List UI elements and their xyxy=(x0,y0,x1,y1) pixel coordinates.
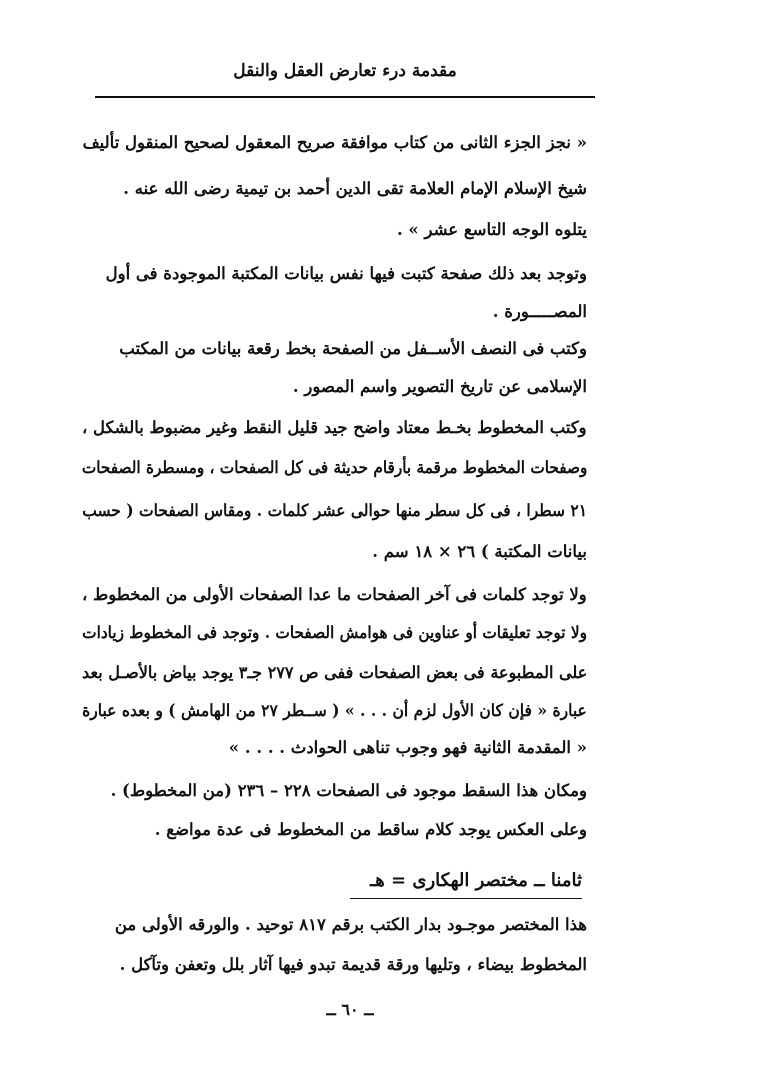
text-line: « المقدمة الثانية فهو وجوب تناهى الحوادث . . . . » xyxy=(228,738,587,757)
section-heading: ثامنا ــ مختصر الهكارى = هـ xyxy=(369,870,582,891)
text-line: وصفحات المخطوط مرقمة بأرقام حديثة فى كل الصفحات ، ومسطرة الصفحات xyxy=(81,458,587,477)
running-head: مقدمة درء تعارض العقل والنقل xyxy=(233,61,457,81)
text-line: عبارة « فإن كان الأول لزم أن . . . » ( ســطر ٢٧ من الهامش ) و بعده عبارة xyxy=(82,701,587,720)
text-line: « نجز الجزء الثانى من كتاب موافقة صريح المعقول لصحيح المنقول تأليف xyxy=(82,133,587,152)
section-heading-underline xyxy=(350,898,582,899)
text-line: وكتب فى النصف الأســفل من الصفحة بخط رقعة بيانات من المكتب xyxy=(119,339,587,358)
text-line: الإسلامى عن تاريخ التصوير واسم المصور . xyxy=(292,377,587,396)
text-line: على المطبوعة فى بعض الصفحات ففى ص ٢٧٧ جـ٣ يوجد بياض بالأصـل بعد xyxy=(81,663,587,682)
text-line: المخطوط بيضاء ، وتليها ورقة قديمة تبدو فيها آثار بلل وتعفن وتآكل . xyxy=(119,955,587,974)
text-line: المصـــــورة . xyxy=(492,302,587,321)
text-line: شيخ الإسلام الإمام العلامة تقى الدين أحمد بن تيمية رضى الله عنه . xyxy=(123,179,587,198)
text-line: ومكان هذا السقط موجود فى الصفحات ٢٢٨ – ٢٣٦ (من المخطوط) . xyxy=(110,781,587,800)
text-line: وتوجد بعد ذلك صفحة كتبت فيها نفس بيانات المكتبة الموجودة فى أول xyxy=(105,264,587,283)
header-rule xyxy=(95,96,595,98)
text-line: ولا توجد كلمات فى آخر الصفحات ما عدا الصفحات الأولى من المخطوط ، xyxy=(82,585,587,604)
page-number: ــ ٦٠ ــ xyxy=(326,1000,374,1019)
text-line: بيانات المكتبة ) ٢٦ × ١٨ سم . xyxy=(372,542,587,561)
text-line: وعلى العكس يوجد كلام ساقط من المخطوط فى عدة مواضع . xyxy=(154,820,587,839)
text-line: هذا المختصر موجـود بدار الكتب برقم ٨١٧ توحيد . والورقه الأولى من xyxy=(114,915,587,934)
text-line: يتلوه الوجه التاسع عشر » . xyxy=(396,220,587,239)
text-line: ولا توجد تعليقات أو عناوين فى هوامش الصفحات . وتوجد فى المخطوط زيادات xyxy=(82,623,587,642)
text-line: ٢١ سطرا ، فى كل سطر منها حوالى عشر كلمات . ومقاس الصفحات ( حسب xyxy=(82,501,587,520)
text-line: وكتب المخطوط بخـط معتاد واضح جيد قليل النقط وغير مضبوط بالشكل ، xyxy=(82,418,587,437)
